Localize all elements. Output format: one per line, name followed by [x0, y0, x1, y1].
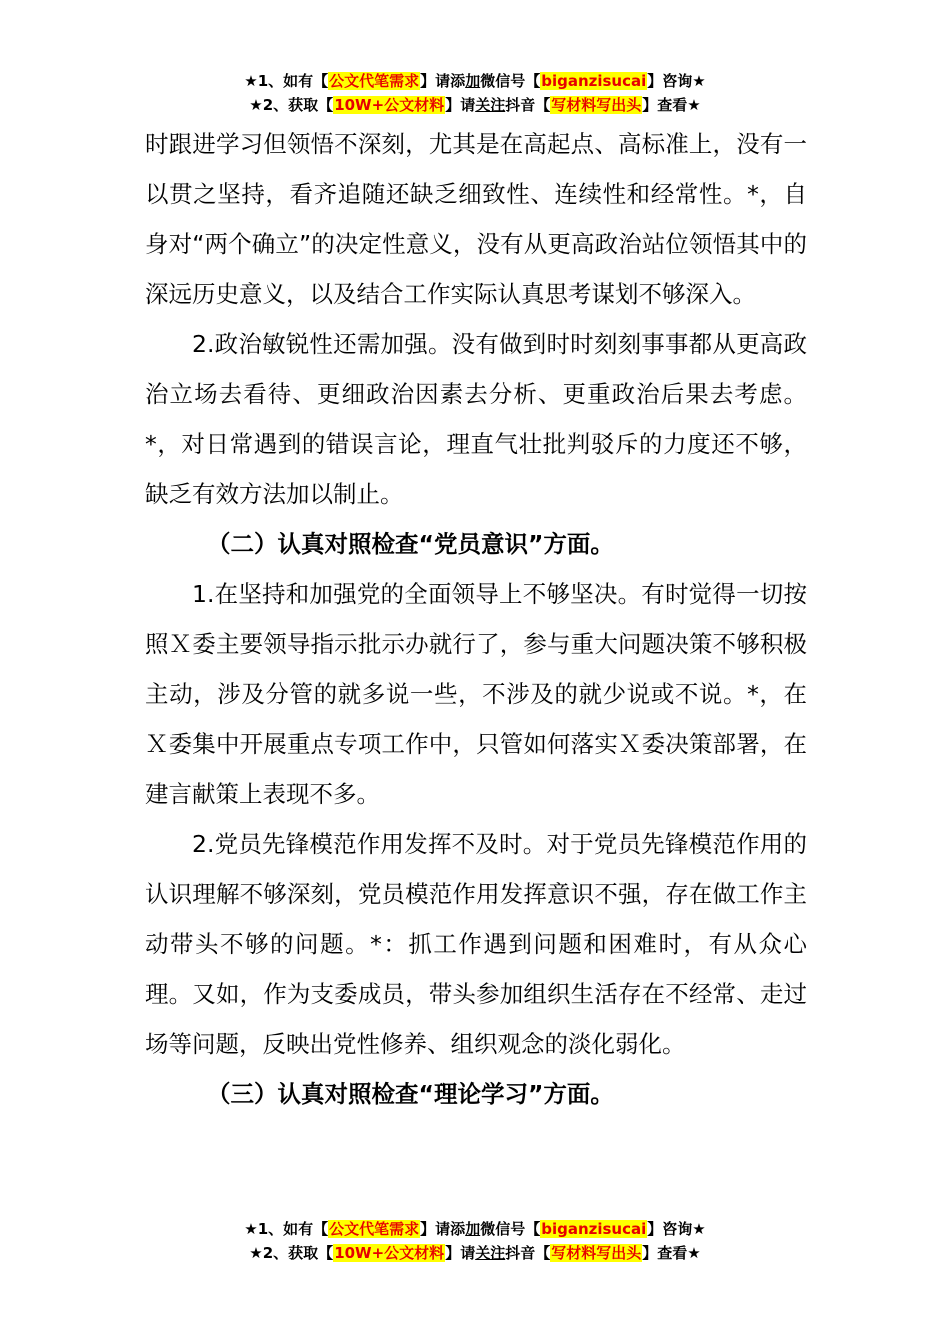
- section-heading-party-awareness: （二）认真对照检查“党员意识”方面。: [207, 530, 614, 558]
- banner-highlight-materials: 10W+公文材料: [334, 1244, 445, 1262]
- banner-text: 微信号【: [480, 1220, 541, 1238]
- banner-underlined-text: 关注: [475, 96, 506, 114]
- banner-text: 抖音【: [505, 1244, 551, 1262]
- banner-prefix: ★2、获取【: [249, 96, 334, 114]
- banner-underlined-text: 加: [465, 1220, 481, 1238]
- header-banner-line-2: [0, 95, 950, 115]
- banner-highlight-materials: 10W+公文材料: [334, 96, 445, 114]
- paragraph-continued: 时跟进学习但领悟不深刻，尤其是在高起点、高标准上，没有一以贯之坚持，看齐追随还缺乏细致性、连续性和经常性。*，自身对“两个确立”的决定性意义，没有从更高政治站位领悟其中的深远历史意义，以及结合工作实际认真思考谋划不够深入。: [145, 130, 807, 308]
- banner-prefix: ★2、获取【: [249, 1244, 334, 1262]
- paragraph-party-leadership: 1.在坚持和加强党的全面领导上不够坚决。有时觉得一切按照Ｘ委主要领导指示批示办就行了，参与重大问题决策不够积极主动，涉及分管的就多说一些，不涉及的就少说或不说。*，在Ｘ委集中开展重点专项工作中，只管如何落实Ｘ委决策部署，在建言献策上表现不多。: [145, 580, 807, 808]
- banner-text: 】请: [445, 1244, 476, 1262]
- banner-suffix: 】咨询★: [647, 1220, 706, 1238]
- banner-suffix: 】查看★: [642, 1244, 701, 1262]
- banner-highlight-service: 公文代笔需求: [329, 72, 420, 90]
- banner-highlight-douyin: 写材料写出头: [551, 96, 642, 114]
- banner-highlight-wechat-id: biganzisucai: [541, 72, 647, 90]
- banner-highlight-service: 公文代笔需求: [329, 1220, 420, 1238]
- section-heading-theory-study: （三）认真对照检查“理论学习”方面。: [207, 1080, 614, 1108]
- banner-suffix: 】查看★: [642, 96, 701, 114]
- document-body: [145, 119, 807, 1119]
- banner-text: 抖音【: [505, 96, 551, 114]
- header-banner-line-1: [0, 71, 950, 91]
- banner-text: 】请添: [420, 72, 466, 90]
- banner-text: 】请添: [420, 1220, 466, 1238]
- banner-underlined-text: 关注: [475, 1244, 506, 1262]
- banner-text: 】请: [445, 96, 476, 114]
- banner-prefix: ★1、如有【: [244, 72, 329, 90]
- banner-prefix: ★1、如有【: [244, 1220, 329, 1238]
- paragraph-vanguard-role: 2.党员先锋模范作用发挥不及时。对于党员先锋模范作用的认识理解不够深刻，党员模范作用发挥意识不强，存在做工作主动带头不够的问题。*：抓工作遇到问题和困难时，有从众心理。又如，作为支委成员，带头参加组织生活存在不经常、走过场等问题，反映出党性修养、组织观念的淡化弱化。: [145, 830, 807, 1058]
- footer-banner-line-1: [0, 1219, 950, 1239]
- footer-banner-line-2: [0, 1243, 950, 1263]
- banner-underlined-text: 加: [465, 72, 481, 90]
- paragraph-political-sensitivity: 2.政治敏锐性还需加强。没有做到时时刻刻事事都从更高政治立场去看待、更细政治因素去分析、更重政治后果去考虑。*，对日常遇到的错误言论，理直气壮批判驳斥的力度还不够，缺乏有效方法加以制止。: [145, 330, 807, 508]
- banner-suffix: 】咨询★: [647, 72, 706, 90]
- banner-highlight-douyin: 写材料写出头: [551, 1244, 642, 1262]
- banner-text: 微信号【: [480, 72, 541, 90]
- banner-highlight-wechat-id: biganzisucai: [541, 1220, 647, 1238]
